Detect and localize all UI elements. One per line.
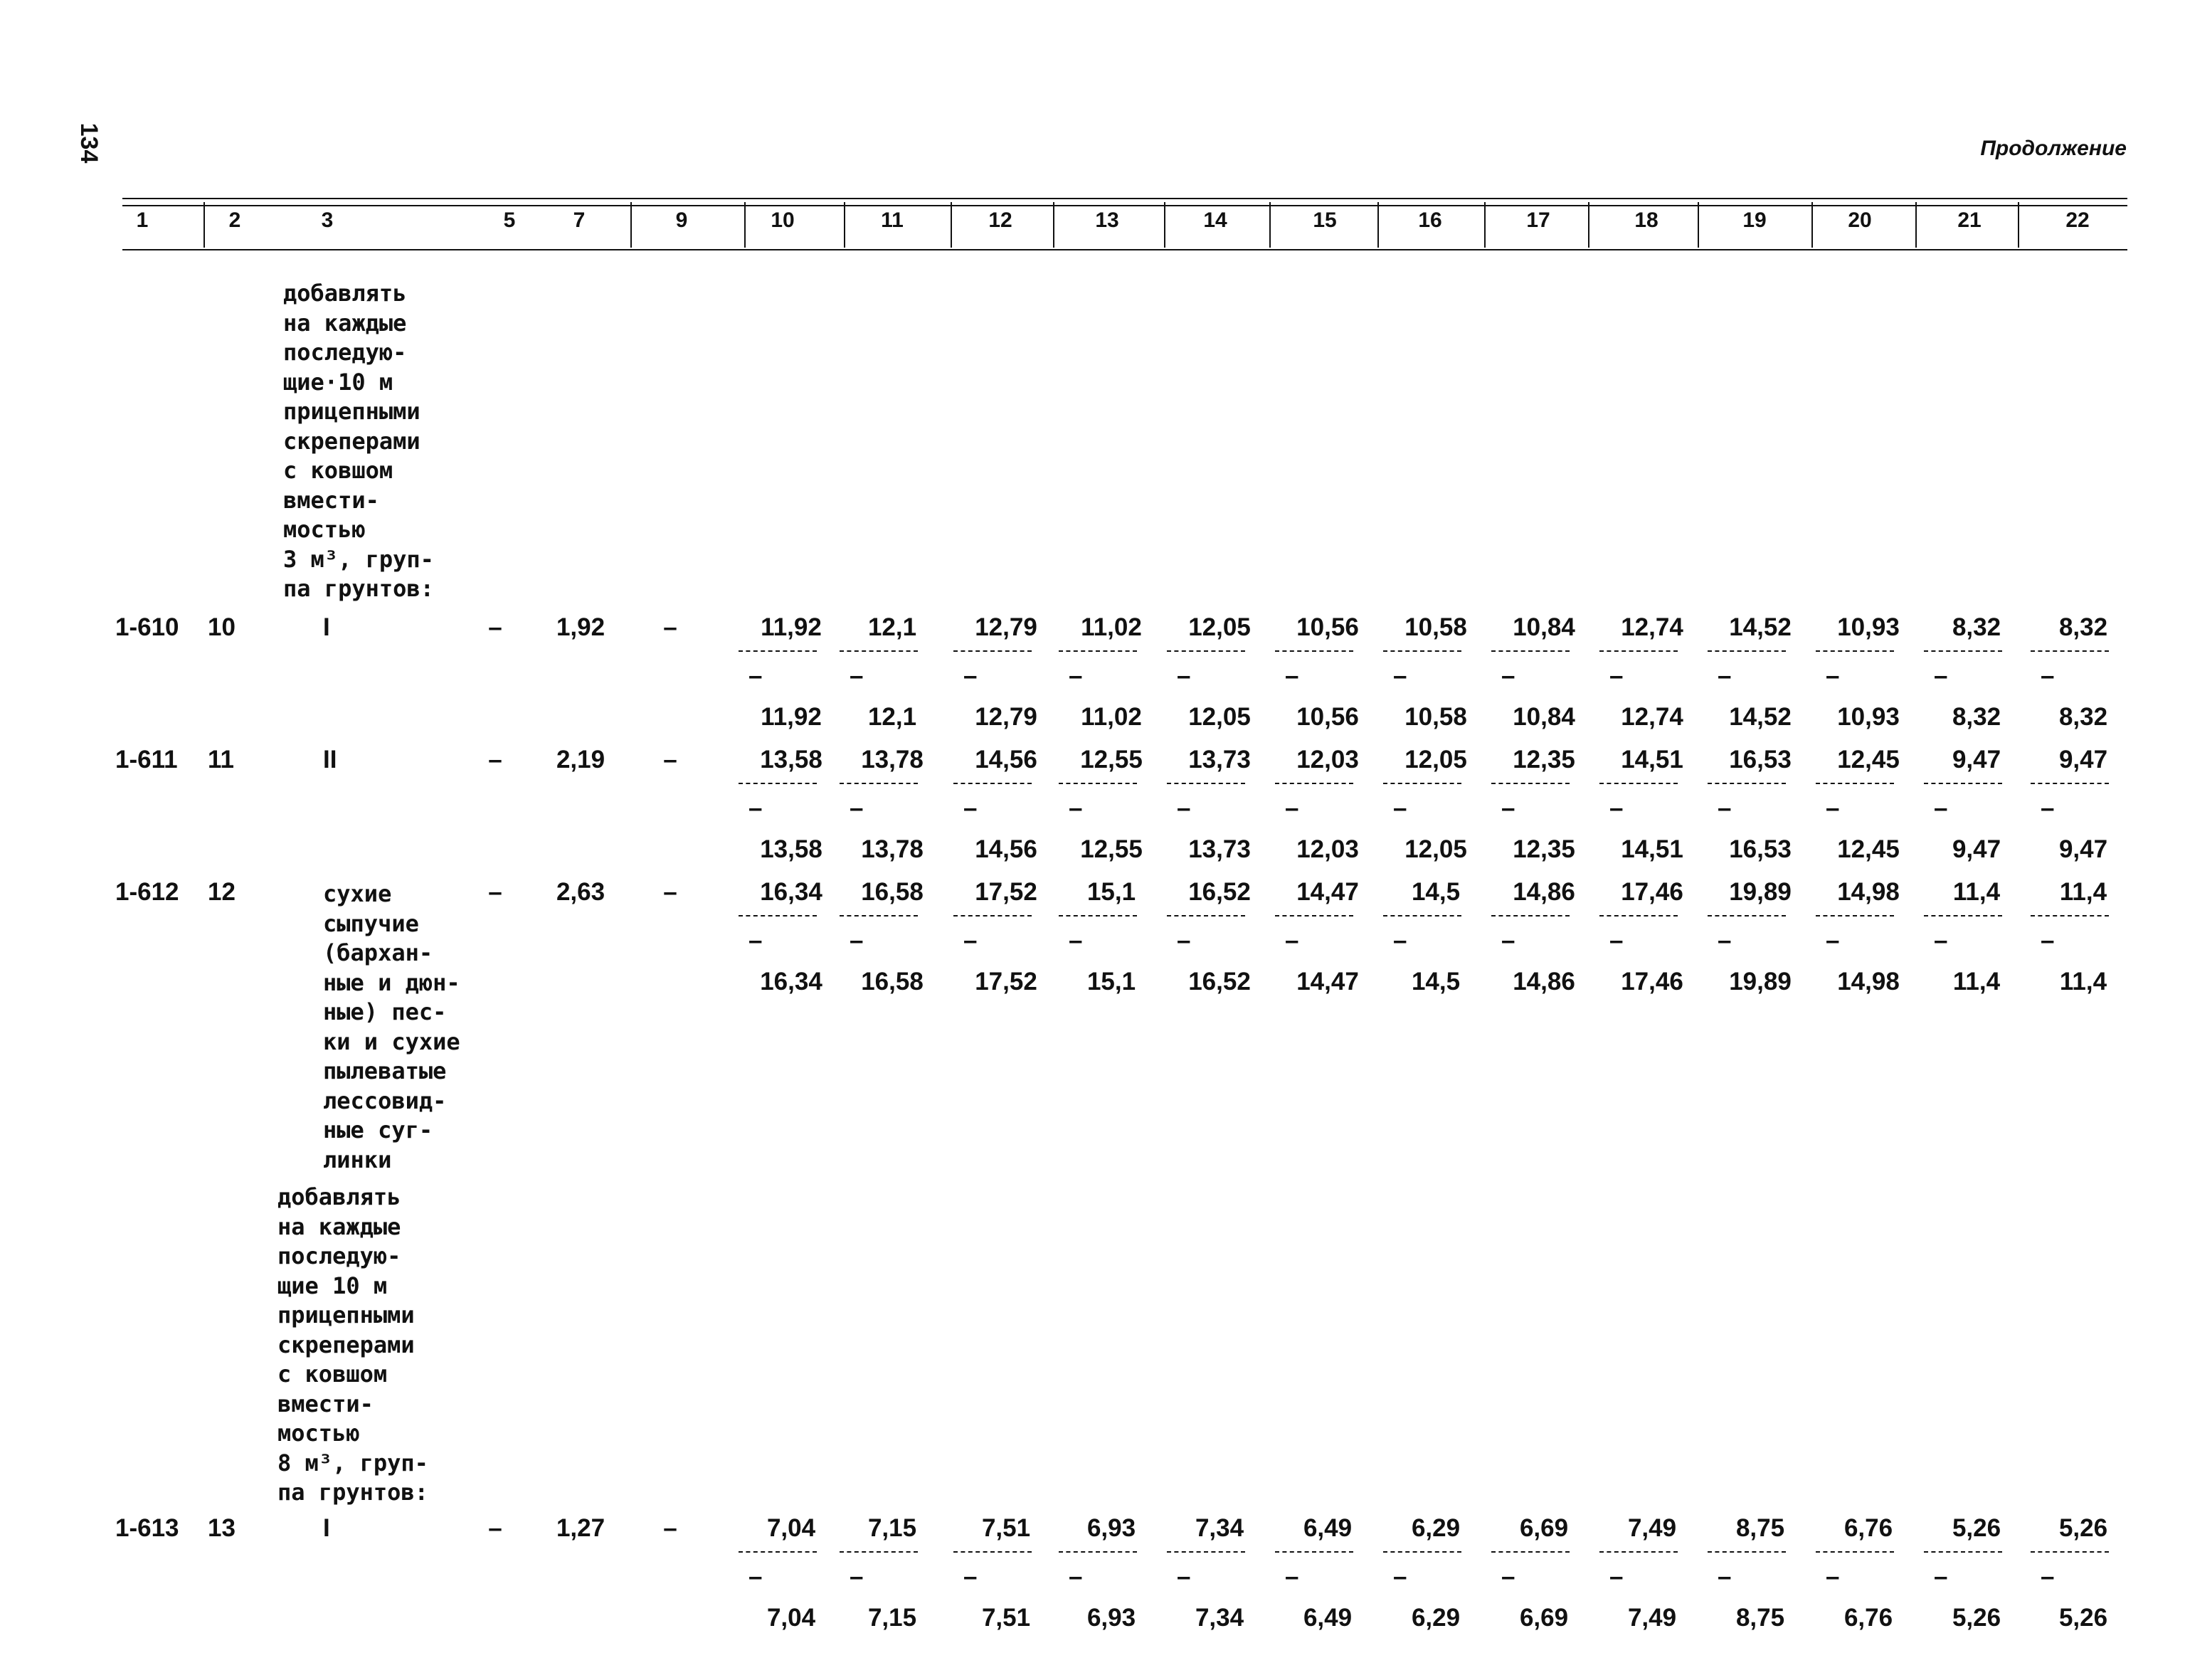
fraction-bar — [1599, 650, 1678, 652]
value-separator: – — [963, 926, 978, 954]
fraction-bar — [1708, 783, 1786, 784]
col-7-value: 2,63 — [556, 878, 605, 906]
fraction-bar — [1816, 915, 1894, 916]
section-heading-3m3: добавлять на каждые последую- щие·10 м прицепными скреперами с ковшом вмести- мостью 3 м³, груп- па грунтов: — [283, 280, 434, 602]
value-denominator: 12,03 — [1296, 835, 1359, 863]
value-separator: – — [963, 794, 978, 822]
value-numerator: 9,47 — [2058, 746, 2108, 773]
fraction-bar — [840, 783, 918, 784]
value-separator: – — [1826, 794, 1840, 822]
value-separator: – — [1393, 662, 1407, 690]
value-numerator: 14,86 — [1513, 878, 1575, 906]
value-denominator: 10,93 — [1837, 703, 1900, 731]
fraction-bar — [1599, 1551, 1678, 1553]
value-numerator: 8,32 — [1952, 613, 2001, 641]
fraction-bar — [1167, 1551, 1245, 1553]
value-numerator: 14,98 — [1837, 878, 1900, 906]
value-separator: – — [1609, 662, 1624, 690]
fraction-bar — [1491, 1551, 1570, 1553]
value-numerator: 11,4 — [2059, 878, 2107, 906]
value-separator: – — [1718, 662, 1732, 690]
value-denominator: 6,29 — [1411, 1604, 1461, 1632]
row-number: 13 — [208, 1514, 236, 1542]
value-numerator: 13,73 — [1188, 746, 1251, 773]
value-denominator: 11,92 — [761, 703, 822, 731]
fraction-bar — [1059, 650, 1137, 652]
column-divider — [1377, 202, 1379, 248]
value-separator: – — [1934, 794, 1948, 822]
value-numerator: 12,55 — [1080, 746, 1143, 773]
value-denominator: 12,55 — [1080, 835, 1143, 863]
column-header-16: 16 — [1418, 208, 1442, 232]
value-separator: – — [1285, 1563, 1299, 1590]
value-denominator: 10,84 — [1513, 703, 1575, 731]
col-5-value: – — [488, 1514, 502, 1542]
row-description: I — [323, 613, 330, 641]
value-denominator: 8,32 — [2058, 703, 2108, 731]
column-header-21: 21 — [1957, 208, 1982, 232]
column-header-11: 11 — [881, 208, 904, 232]
fraction-bar — [1599, 783, 1678, 784]
value-denominator: 11,02 — [1081, 703, 1142, 731]
value-separator: – — [850, 794, 864, 822]
value-numerator: 9,47 — [1952, 746, 2001, 773]
value-numerator: 13,58 — [760, 746, 822, 773]
value-denominator: 17,52 — [975, 968, 1037, 995]
fraction-bar — [1816, 1551, 1894, 1553]
value-numerator: 6,69 — [1519, 1514, 1569, 1542]
value-separator: – — [2041, 1563, 2055, 1590]
fraction-bar — [1275, 783, 1353, 784]
fraction-bar — [1383, 915, 1461, 916]
fraction-bar — [739, 650, 817, 652]
value-denominator: 6,69 — [1519, 1604, 1569, 1632]
column-header-15: 15 — [1313, 208, 1337, 232]
fraction-bar — [1708, 650, 1786, 652]
section-heading-8m3: добавлять на каждые последую- щие 10 м прицепными скреперами с ковшом вмести- мостью 8 м³, груп- па грунтов: — [277, 1183, 428, 1506]
value-denominator: 14,56 — [975, 835, 1037, 863]
value-numerator: 16,34 — [760, 878, 822, 906]
fraction-bar — [1599, 915, 1678, 916]
value-denominator: 12,05 — [1404, 835, 1467, 863]
value-separator: – — [1609, 926, 1624, 954]
value-denominator: 13,58 — [760, 835, 822, 863]
fraction-bar — [2031, 915, 2109, 916]
value-separator: – — [1393, 794, 1407, 822]
value-separator: – — [850, 926, 864, 954]
value-separator: – — [1177, 1563, 1191, 1590]
row-number: 11 — [208, 746, 234, 773]
fraction-bar — [739, 1551, 817, 1553]
fraction-bar — [1275, 650, 1353, 652]
fraction-bar — [1816, 650, 1894, 652]
value-denominator: 19,89 — [1729, 968, 1792, 995]
value-numerator: 6,93 — [1086, 1514, 1136, 1542]
value-denominator: 12,45 — [1837, 835, 1900, 863]
value-denominator: 9,47 — [2058, 835, 2108, 863]
row-code: 1-612 — [115, 878, 179, 906]
col-5-value: – — [488, 878, 502, 906]
value-numerator: 8,32 — [2058, 613, 2108, 641]
page-number: 134 — [75, 122, 102, 164]
value-numerator: 14,51 — [1621, 746, 1683, 773]
fraction-bar — [840, 1551, 918, 1553]
value-separator: – — [1285, 794, 1299, 822]
value-numerator: 14,5 — [1411, 878, 1461, 906]
value-numerator: 15,1 — [1086, 878, 1136, 906]
value-separator: – — [1934, 1563, 1948, 1590]
column-header-18: 18 — [1634, 208, 1658, 232]
value-separator: – — [1501, 794, 1515, 822]
fraction-bar — [1167, 915, 1245, 916]
value-numerator: 11,92 — [761, 613, 822, 641]
col-9-value: – — [663, 613, 677, 641]
value-separator: – — [748, 1563, 763, 1590]
value-separator: – — [1393, 926, 1407, 954]
column-divider — [1484, 202, 1486, 248]
value-denominator: 14,5 — [1411, 968, 1461, 995]
value-denominator: 13,78 — [861, 835, 924, 863]
value-numerator: 13,78 — [861, 746, 924, 773]
fraction-bar — [1924, 915, 2002, 916]
fraction-bar — [1491, 915, 1570, 916]
value-denominator: 14,52 — [1729, 703, 1792, 731]
value-separator: – — [1069, 1563, 1083, 1590]
col-9-value: – — [663, 746, 677, 773]
fraction-bar — [1059, 1551, 1137, 1553]
header-bottom-rule — [122, 249, 2127, 250]
value-numerator: 12,05 — [1188, 613, 1251, 641]
value-separator: – — [1069, 794, 1083, 822]
value-numerator: 10,56 — [1296, 613, 1359, 641]
value-denominator: 16,58 — [861, 968, 924, 995]
column-divider — [1811, 202, 1813, 248]
value-denominator: 11,4 — [2059, 968, 2107, 995]
column-header-10: 10 — [771, 208, 795, 232]
column-header-20: 20 — [1848, 208, 1872, 232]
column-header-2: 2 — [228, 208, 241, 232]
fraction-bar — [1383, 1551, 1461, 1553]
value-separator: – — [963, 662, 978, 690]
value-numerator: 6,49 — [1303, 1514, 1353, 1542]
value-separator: – — [963, 1563, 978, 1590]
value-numerator: 12,05 — [1404, 746, 1467, 773]
value-separator: – — [1609, 1563, 1624, 1590]
column-header-17: 17 — [1526, 208, 1550, 232]
fraction-bar — [1059, 783, 1137, 784]
value-denominator: 12,1 — [867, 703, 917, 731]
value-separator: – — [1177, 794, 1191, 822]
value-separator: – — [1177, 926, 1191, 954]
value-separator: – — [1718, 794, 1732, 822]
value-denominator: 7,15 — [867, 1604, 917, 1632]
value-separator: – — [1177, 662, 1191, 690]
table-top-rule — [122, 198, 2127, 199]
row-code: 1-611 — [115, 746, 178, 773]
value-numerator: 10,93 — [1837, 613, 1900, 641]
fraction-bar — [2031, 650, 2109, 652]
value-separator: – — [1609, 794, 1624, 822]
fraction-bar — [1491, 650, 1570, 652]
value-separator: – — [1718, 926, 1732, 954]
fraction-bar — [1924, 1551, 2002, 1553]
column-header-12: 12 — [988, 208, 1012, 232]
col-9-value: – — [663, 1514, 677, 1542]
value-numerator: 5,26 — [1952, 1514, 2001, 1542]
value-denominator: 13,73 — [1188, 835, 1251, 863]
value-numerator: 6,29 — [1411, 1514, 1461, 1542]
value-denominator: 5,26 — [1952, 1604, 2001, 1632]
value-separator: – — [1826, 1563, 1840, 1590]
value-numerator: 14,56 — [975, 746, 1037, 773]
value-denominator: 7,34 — [1195, 1604, 1244, 1632]
column-divider — [951, 202, 952, 248]
column-header-1: 1 — [136, 208, 149, 232]
fraction-bar — [1383, 783, 1461, 784]
value-numerator: 16,58 — [861, 878, 924, 906]
value-denominator: 8,32 — [1952, 703, 2001, 731]
fraction-bar — [739, 915, 817, 916]
value-denominator: 17,46 — [1621, 968, 1683, 995]
fraction-bar — [1491, 783, 1570, 784]
fraction-bar — [1167, 650, 1245, 652]
column-divider — [1698, 202, 1699, 248]
value-numerator: 16,52 — [1188, 878, 1251, 906]
value-separator: – — [1718, 1563, 1732, 1590]
value-numerator: 16,53 — [1729, 746, 1792, 773]
column-divider — [1269, 202, 1271, 248]
fraction-bar — [840, 915, 918, 916]
row-description: II — [323, 746, 337, 773]
col-7-value: 1,27 — [556, 1514, 605, 1542]
value-numerator: 14,47 — [1296, 878, 1359, 906]
column-header-9: 9 — [675, 208, 688, 232]
value-numerator: 11,4 — [1952, 878, 2001, 906]
value-numerator: 17,46 — [1621, 878, 1683, 906]
row-number: 10 — [208, 613, 236, 641]
fraction-bar — [1059, 915, 1137, 916]
col-9-value: – — [663, 878, 677, 906]
column-header-22: 22 — [2065, 208, 2090, 232]
value-separator: – — [1393, 1563, 1407, 1590]
value-separator: – — [2041, 662, 2055, 690]
value-denominator: 12,79 — [975, 703, 1037, 731]
row-description: сухие сыпучие (бархан- ные и дюн- ные) пес- ки и сухие пылеватые лессовид- ные суг- линки — [323, 880, 460, 1173]
fraction-bar — [1924, 783, 2002, 784]
row-description: I — [323, 1514, 330, 1542]
fraction-bar — [1275, 1551, 1353, 1553]
fraction-bar — [2031, 783, 2109, 784]
continuation-label: Продолжение — [1980, 137, 2127, 160]
column-header-14: 14 — [1203, 208, 1227, 232]
fraction-bar — [840, 650, 918, 652]
value-separator: – — [1069, 926, 1083, 954]
column-header-19: 19 — [1742, 208, 1767, 232]
fraction-bar — [1275, 915, 1353, 916]
col-7-value: 1,92 — [556, 613, 605, 641]
fraction-bar — [953, 783, 1032, 784]
value-separator: – — [850, 1563, 864, 1590]
fraction-bar — [1708, 1551, 1786, 1553]
value-separator: – — [1501, 926, 1515, 954]
value-denominator: 7,04 — [766, 1604, 816, 1632]
row-number: 12 — [208, 878, 236, 906]
fraction-bar — [953, 915, 1032, 916]
value-numerator: 19,89 — [1729, 878, 1792, 906]
value-denominator: 14,51 — [1621, 835, 1683, 863]
column-divider — [1915, 202, 1917, 248]
value-numerator: 14,52 — [1729, 613, 1792, 641]
column-header-7: 7 — [573, 208, 586, 232]
value-separator: – — [748, 662, 763, 690]
column-header-5: 5 — [503, 208, 516, 232]
column-divider — [844, 202, 845, 248]
value-numerator: 7,15 — [867, 1514, 917, 1542]
value-separator: – — [1934, 926, 1948, 954]
col-7-value: 2,19 — [556, 746, 605, 773]
fraction-bar — [953, 650, 1032, 652]
value-denominator: 16,34 — [760, 968, 822, 995]
value-denominator: 16,52 — [1188, 968, 1251, 995]
value-numerator: 12,45 — [1837, 746, 1900, 773]
value-denominator: 6,93 — [1086, 1604, 1136, 1632]
value-numerator: 12,35 — [1513, 746, 1575, 773]
value-numerator: 7,34 — [1195, 1514, 1244, 1542]
value-numerator: 12,74 — [1621, 613, 1683, 641]
value-separator: – — [1934, 662, 1948, 690]
value-denominator: 12,35 — [1513, 835, 1575, 863]
value-numerator: 12,03 — [1296, 746, 1359, 773]
value-numerator: 10,84 — [1513, 613, 1575, 641]
column-header-3: 3 — [321, 208, 334, 232]
fraction-bar — [1383, 650, 1461, 652]
value-denominator: 12,05 — [1188, 703, 1251, 731]
column-divider — [630, 202, 632, 248]
column-divider — [1588, 202, 1589, 248]
value-numerator: 6,76 — [1843, 1514, 1893, 1542]
value-denominator: 16,53 — [1729, 835, 1792, 863]
value-denominator: 10,58 — [1404, 703, 1467, 731]
value-denominator: 15,1 — [1086, 968, 1136, 995]
column-divider — [2018, 202, 2019, 248]
column-divider — [744, 202, 746, 248]
value-denominator: 9,47 — [1952, 835, 2001, 863]
value-denominator: 14,47 — [1296, 968, 1359, 995]
value-denominator: 11,4 — [1952, 968, 2001, 995]
value-numerator: 8,75 — [1735, 1514, 1785, 1542]
row-code: 1-610 — [115, 613, 179, 641]
row-code: 1-613 — [115, 1514, 179, 1542]
value-separator: – — [1826, 926, 1840, 954]
value-numerator: 7,04 — [766, 1514, 816, 1542]
value-separator: – — [1501, 1563, 1515, 1590]
value-numerator: 7,51 — [981, 1514, 1031, 1542]
value-separator: – — [1285, 926, 1299, 954]
value-denominator: 7,49 — [1627, 1604, 1677, 1632]
value-separator: – — [2041, 794, 2055, 822]
value-numerator: 12,79 — [975, 613, 1037, 641]
value-denominator: 6,49 — [1303, 1604, 1353, 1632]
value-denominator: 14,86 — [1513, 968, 1575, 995]
table-top-rule-2 — [122, 205, 2127, 206]
col-5-value: – — [488, 746, 502, 773]
value-separator: – — [2041, 926, 2055, 954]
value-separator: – — [748, 794, 763, 822]
fraction-bar — [1167, 783, 1245, 784]
fraction-bar — [1924, 650, 2002, 652]
fraction-bar — [2031, 1551, 2109, 1553]
value-denominator: 10,56 — [1296, 703, 1359, 731]
value-denominator: 14,98 — [1837, 968, 1900, 995]
value-separator: – — [850, 662, 864, 690]
fraction-bar — [1708, 915, 1786, 916]
fraction-bar — [1816, 783, 1894, 784]
value-denominator: 7,51 — [981, 1604, 1031, 1632]
column-header-13: 13 — [1095, 208, 1119, 232]
fraction-bar — [953, 1551, 1032, 1553]
value-numerator: 10,58 — [1404, 613, 1467, 641]
value-numerator: 11,02 — [1081, 613, 1142, 641]
value-denominator: 6,76 — [1843, 1604, 1893, 1632]
value-separator: – — [1501, 662, 1515, 690]
value-separator: – — [748, 926, 763, 954]
value-separator: – — [1285, 662, 1299, 690]
column-divider — [1164, 202, 1165, 248]
value-denominator: 12,74 — [1621, 703, 1683, 731]
value-separator: – — [1069, 662, 1083, 690]
column-divider — [1053, 202, 1054, 248]
value-numerator: 17,52 — [975, 878, 1037, 906]
fraction-bar — [739, 783, 817, 784]
value-denominator: 5,26 — [2058, 1604, 2108, 1632]
column-divider — [203, 202, 205, 248]
col-5-value: – — [488, 613, 502, 641]
value-numerator: 12,1 — [867, 613, 917, 641]
value-denominator: 8,75 — [1735, 1604, 1785, 1632]
value-numerator: 5,26 — [2058, 1514, 2108, 1542]
value-numerator: 7,49 — [1627, 1514, 1677, 1542]
value-separator: – — [1826, 662, 1840, 690]
